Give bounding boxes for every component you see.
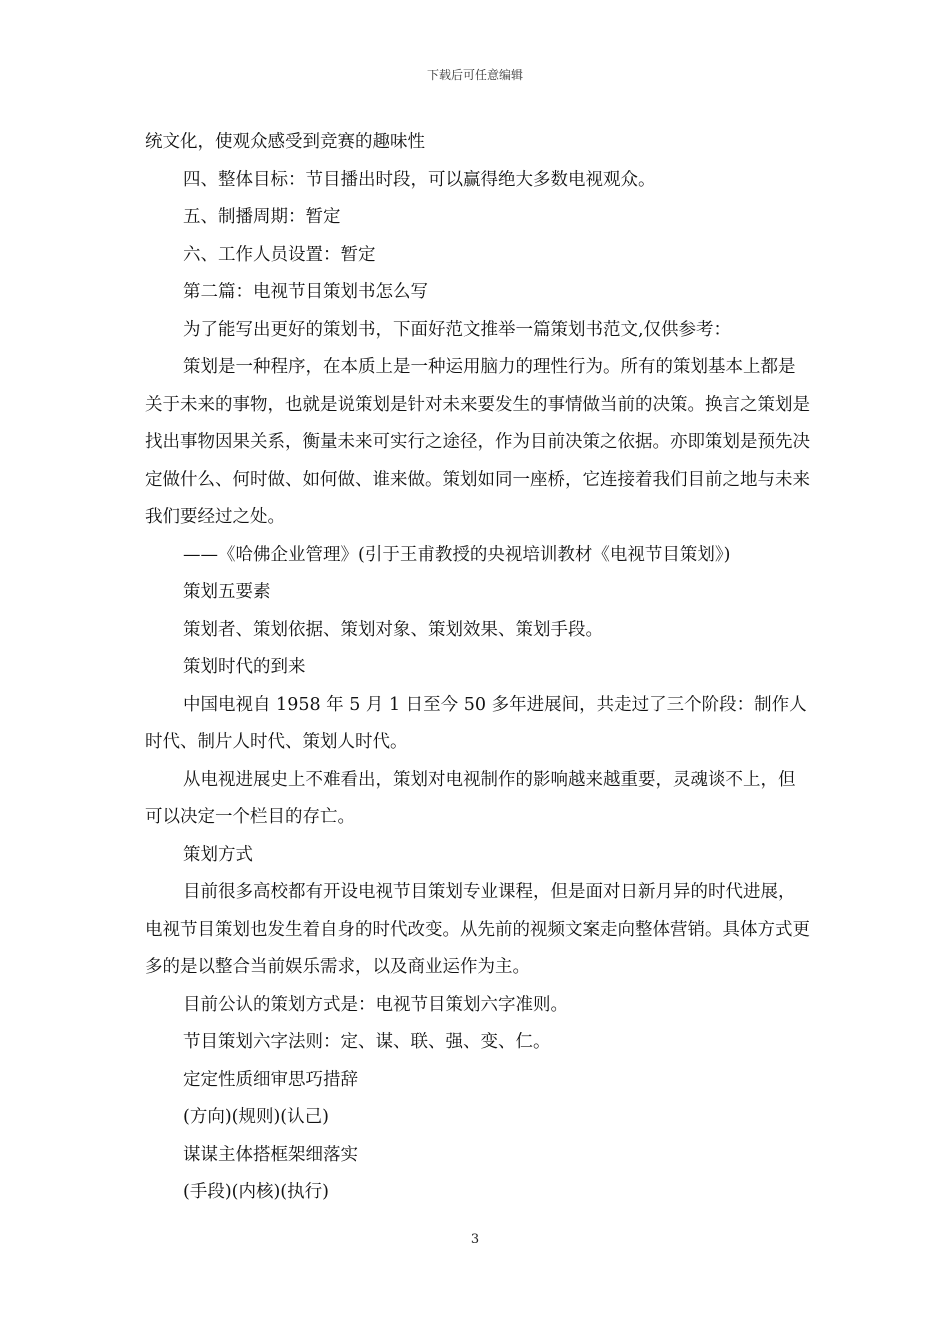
- paragraph: 节目策划六字法则：定、谋、联、强、变、仁。: [183, 1032, 551, 1052]
- paragraph: 六、工作人员设置：暂定: [183, 244, 376, 265]
- document-body: [145, 124, 810, 1212]
- paragraph: (手段)(内核)(执行): [183, 1182, 329, 1202]
- subheading: 策划时代的到来: [183, 657, 306, 677]
- quote-citation: ——《哈佛企业管理》(引于王甫教授的央视培训教材《电视节目策划》): [183, 544, 731, 565]
- paragraph: 目前公认的策划方式是：电视节目策划六字准则。: [183, 994, 568, 1015]
- page-number: 3: [470, 1232, 480, 1247]
- paragraph: (方向)(规则)(认己): [183, 1107, 329, 1127]
- paragraph: 策划者、策划依据、策划对象、策划效果、策划手段。: [183, 619, 603, 640]
- subheading: 策划方式: [183, 844, 253, 865]
- paragraph: 中国电视自 1958 年 5 月 1 日至今 50 多年进展间，共走过了三个阶段：制作人时代、制片人时代、策划人时代。: [145, 694, 807, 752]
- subheading: 策划五要素: [183, 582, 271, 602]
- page-header: 下载后可任意编辑: [426, 68, 523, 82]
- paragraph: 从电视进展史上不难看出，策划对电视制作的影响越来越重要，灵魂谈不上，但可以决定一个栏目的存亡。: [145, 769, 796, 827]
- paragraph: 为了能写出更好的策划书，下面好范文推举一篇策划书范文,仅供参考：: [183, 319, 732, 340]
- paragraph: 统文化，使观众感受到竞赛的趣味性: [145, 132, 425, 152]
- paragraph: 目前很多高校都有开设电视节目策划专业课程，但是面对日新月异的时代进展，电视节目策划也发生着自身的时代改变。从先前的视频文案走向整体营销。具体方式更多的是以整合当前娱乐需求，以及商业运作为主。: [145, 882, 810, 977]
- paragraph: 策划是一种程序，在本质上是一种运用脑力的理性行为。所有的策划基本上都是关于未来的事物，也就是说策划是针对未来要发生的事情做当前的决策。换言之策划是找出事物因果关系，衡量未来可实行之途径，作为目前决策之依据。亦即策划是预先决定做什么、何时做、如何做、谁来做。策划如同一座桥，它连接着我们目前之地与未来我们要经过之处。: [145, 357, 810, 527]
- section-heading: 第二篇：电视节目策划书怎么写: [183, 282, 428, 302]
- paragraph: 定定性质细审思巧措辞: [183, 1069, 358, 1090]
- paragraph: 五、制播周期：暂定: [183, 207, 341, 227]
- paragraph: 四、整体目标：节目播出时段，可以赢得绝大多数电视观众。: [183, 169, 656, 190]
- paragraph: 谋谋主体搭框架细落实: [183, 1144, 358, 1165]
